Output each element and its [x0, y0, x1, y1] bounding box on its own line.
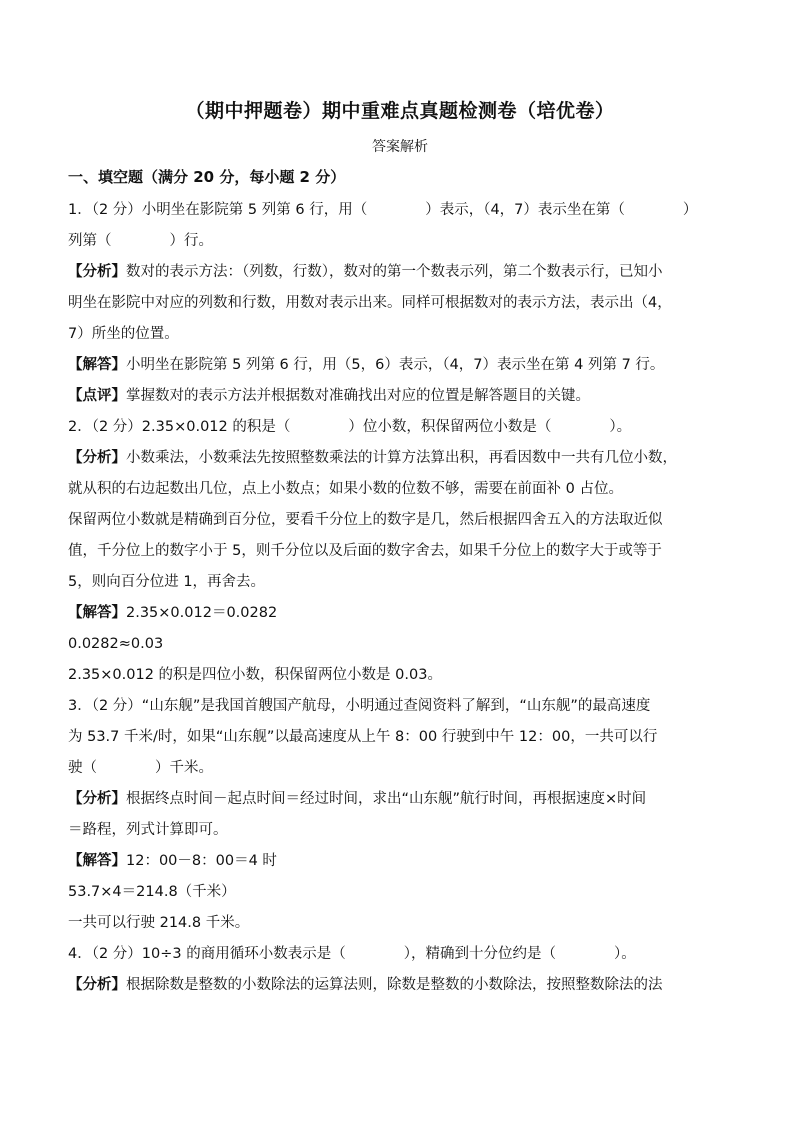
- text-line: [68, 198, 732, 229]
- text-line: [68, 291, 732, 322]
- text-line: [68, 663, 732, 694]
- line-text: 数对的表示方法：（列数，行数），数对的第一个数表示列，第二个数表示行，已知小: [126, 264, 663, 280]
- text-line: [68, 849, 732, 880]
- line-text: 2．（2 分）2.35×0.012 的积是（ ）位小数，积保留两位小数是（ ）。: [68, 419, 632, 435]
- line-text: 4．（2 分）10÷3 的商用循环小数表示是（ ），精确到十分位约是（ ）。: [68, 946, 636, 962]
- text-line: [68, 384, 732, 415]
- text-line: [68, 818, 732, 849]
- line-text: 3．（2 分）“山东舰”是我国首艘国产航母，小明通过查阅资料了解到，“山东舰”的最高速度: [68, 698, 651, 714]
- line-text: 根据终点时间－起点时间＝经过时间，求出“山东舰”航行时间，再根据速度×时间: [126, 791, 647, 807]
- line-text: 掌握数对的表示方法并根据数对准确找出对应的位置是解答题目的关键。: [126, 388, 590, 404]
- section-heading: 一、填空题（满分 20 分，每小题 2 分）: [68, 168, 346, 186]
- label-tag: 【分析】: [68, 450, 126, 466]
- text-line: [68, 322, 732, 353]
- line-text: 明坐在影院中对应的列数和行数，用数对表示出来。同样可根据数对的表示方法，表示出（4，: [68, 295, 672, 311]
- text-line: [68, 632, 732, 663]
- line-text: 值，千分位上的数字小于 5，则千分位以及后面的数字舍去，如果千分位上的数字大于或等于: [68, 543, 662, 559]
- page-subtitle: 答案解析: [372, 139, 428, 155]
- line-text: 2.35×0.012＝0.0282: [126, 605, 278, 621]
- text-line: [68, 477, 732, 508]
- text-line: [68, 694, 732, 725]
- line-text: 一共可以行驶 214.8 千米。: [68, 915, 250, 931]
- text-line: [68, 539, 732, 570]
- text-line: [68, 570, 732, 601]
- line-text: 列第（ ）行。: [68, 233, 213, 249]
- line-text: 1．（2 分）小明坐在影院第 5 列第 6 行，用（ ）表示，（4，7）表示坐在第（ ）: [68, 202, 698, 218]
- label-tag: 【分析】: [68, 791, 126, 807]
- text-line: [68, 446, 732, 477]
- line-text: 为 53.7 千米/时，如果“山东舰”以最高速度从上午 8：00 行驶到中午 12：00，一共可以行: [68, 729, 658, 745]
- text-line: [68, 911, 732, 942]
- line-text: 保留两位小数就是精确到百分位，要看千分位上的数字是几，然后根据四舍五入的方法取近似: [68, 512, 663, 528]
- text-line: [68, 260, 732, 291]
- text-line: [68, 756, 732, 787]
- label-tag: 【解答】: [68, 357, 126, 373]
- text-line: [68, 787, 732, 818]
- page-title: （期中押题卷）期中重难点真题检测卷（培优卷）: [185, 100, 615, 122]
- document-body: [68, 198, 732, 1004]
- line-text: 驶（ ）千米。: [68, 760, 213, 776]
- text-line: [68, 973, 732, 1004]
- label-tag: 【点评】: [68, 388, 126, 404]
- text-line: [68, 229, 732, 260]
- line-text: 53.7×4＝214.8（千米）: [68, 884, 236, 900]
- line-text: 小数乘法，小数乘法先按照整数乘法的计算方法算出积，再看因数中一共有几位小数，: [126, 450, 677, 466]
- label-tag: 【解答】: [68, 605, 126, 621]
- line-text: 根据除数是整数的小数除法的运算法则，除数是整数的小数除法，按照整数除法的法: [126, 977, 663, 993]
- label-tag: 【解答】: [68, 853, 126, 869]
- line-text: 小明坐在影院第 5 列第 6 行，用（5，6）表示，（4，7）表示坐在第 4 列第 7 行。: [126, 357, 665, 373]
- label-tag: 【分析】: [68, 977, 126, 993]
- line-text: 就从积的右边起数出几位，点上小数点；如果小数的位数不够，需要在前面补 0 占位。: [68, 481, 623, 497]
- line-text: 7）所坐的位置。: [68, 326, 179, 342]
- line-text: 0.0282≈0.03: [68, 636, 164, 652]
- line-text: 5，则向百分位进 1，再舍去。: [68, 574, 266, 590]
- text-line: [68, 942, 732, 973]
- text-line: [68, 415, 732, 446]
- line-text: 12：00－8：00＝4 时: [126, 853, 277, 869]
- label-tag: 【分析】: [68, 264, 126, 280]
- text-line: [68, 725, 732, 756]
- line-text: ＝路程，列式计算即可。: [68, 822, 228, 838]
- text-line: [68, 601, 732, 632]
- line-text: 2.35×0.012 的积是四位小数，积保留两位小数是 0.03。: [68, 667, 442, 683]
- text-line: [68, 508, 732, 539]
- text-line: [68, 880, 732, 911]
- text-line: [68, 353, 732, 384]
